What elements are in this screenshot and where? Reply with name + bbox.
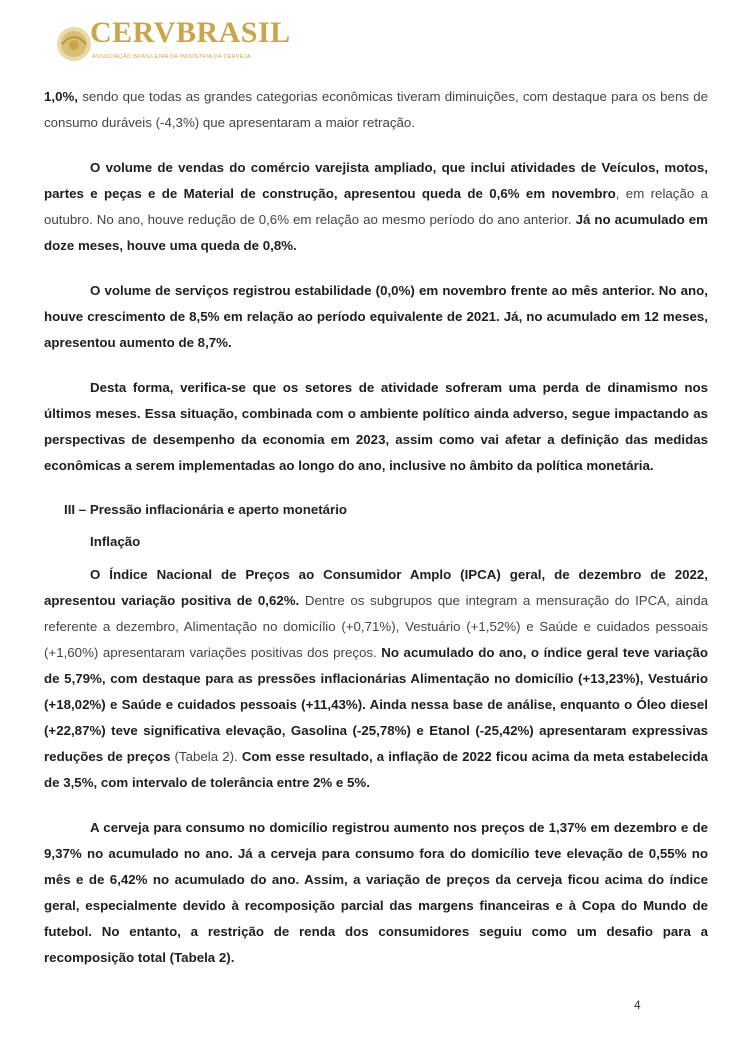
page-number: 4 (634, 998, 641, 1012)
paragraph-2-text-1: , em relação a outubro. No ano, houve redução de 0,6% em relação ao mesmo período do ano anterior. (44, 186, 708, 227)
logo-name: CERVBRASIL (90, 16, 291, 49)
document-body (44, 84, 708, 990)
paragraph-5-bold-3: Com esse resultado, a inflação de 2022 ficou acima da meta estabelecida de 3,5%, com intervalo de tolerância entre 2% e 5%. (44, 749, 708, 790)
paragraph-1 (44, 84, 708, 136)
paragraph-5-bold-2: No acumulado do ano, o índice geral teve variação de 5,79%, com destaque para as pressões inflacionárias Alimentação no domicílio (+13,23%), Vestuário (+18,02%) e Saúde e cuidados pessoais (+11,43%). Ainda nessa base de análise, enquanto o Óleo diesel (+22,87%) teve significativa elevação, Gasolina (-25,78%) e Etanol (-25,42%) apresentaram expressivas reduções de preços (44, 645, 708, 764)
paragraph-6 (44, 815, 708, 971)
paragraph-5 (44, 562, 708, 796)
paragraph-5-text-2: (Tabela 2). (170, 749, 242, 764)
paragraph-5-bold-1: O Índice Nacional de Preços ao Consumidor Amplo (IPCA) geral, de dezembro de 2022, apresentou variação positiva de 0,62%. (44, 567, 708, 608)
paragraph-1-text-1: sendo que todas as grandes categorias econômicas tiveram diminuições, com destaque para os bens de consumo duráveis (-4,3%) que apresentaram a maior retração. (44, 89, 708, 130)
paragraph-5-text-1: Dentre os subgrupos que integram a mensuração do IPCA, ainda referente a dezembro, Alimentação no domicílio (+0,71%), Vestuário (+1,52%) e Saúde e cuidados pessoais (+1,60%) apresentaram variações positivas dos preços. (44, 593, 708, 660)
cervbrasil-logo (54, 14, 291, 70)
paragraph-4-bold-1: Desta forma, verifica-se que os setores de atividade sofreram uma perda de dinamismo nos últimos meses. Essa situação, combinada com o ambiente político ainda adverso, segue impactando as perspectivas de desempenho da economia em 2023, assim como vai afetar a definição das medidas econômicas a serem implementadas ao longo do ano, inclusive no âmbito da política monetária. (44, 380, 708, 473)
paragraph-4 (44, 375, 708, 479)
paragraph-1-bold-1: 1,0%, (44, 89, 79, 104)
paragraph-3 (44, 278, 708, 356)
paragraph-2-bold-1: O volume de vendas do comércio varejista ampliado, que inclui atividades de Veículos, motos, partes e peças e de Material de construção, apresentou queda de 0,6% em novembro (44, 160, 708, 201)
paragraph-2 (44, 155, 708, 259)
logo-tagline: ASSOCIAÇÃO BRASILEIRA DA INDÚSTRIA DA CERVEJA (92, 54, 251, 60)
paragraph-6-bold-1: A cerveja para consumo no domicílio registrou aumento nos preços de 1,37% em dezembro e de 9,37% no acumulado no ano. Já a cerveja para consumo fora do domicílio teve elevação de 0,55% no mês e de 6,42% no acumulado do ano. Assim, a variação de preços da cerveja ficou acima do índice geral, especialmente devido à recomposição parcial das margens financeiras e à Copa do Mundo de futebol. No entanto, a restrição de renda dos consumidores seguiu como um desafio para a recomposição total (Tabela 2). (44, 820, 708, 965)
paragraph-2-bold-2: Já no acumulado em doze meses, houve uma queda de 0,8%. (44, 212, 709, 253)
paragraph-3-bold-1: O volume de serviços registrou estabilidade (0,0%) em novembro frente ao mês anterior. No ano, houve crescimento de 8,5% em relação ao período equivalente de 2021. Já, no acumulado em 12 meses, apresentou aumento de 8,7%. (44, 283, 708, 350)
section-heading: III – Pressão inflacionária e aperto monetário (64, 502, 348, 517)
subsection-heading: Inflação (90, 534, 141, 549)
